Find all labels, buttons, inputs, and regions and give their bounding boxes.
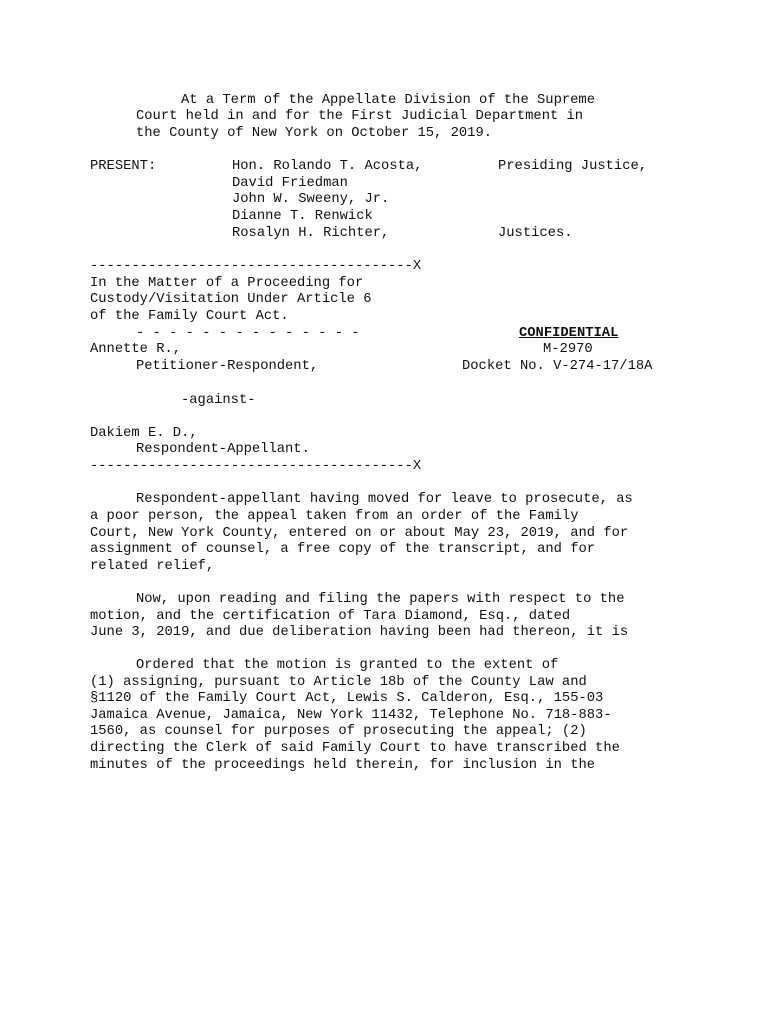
term-line-2: Court held in and for the First Judicial Department in [136, 109, 584, 124]
justices-title: Justices. [498, 226, 573, 241]
body-line: directing the Clerk of said Family Court to have transcribed the [90, 741, 620, 756]
body-line: §1120 of the Family Court Act, Lewis S. Calderon, Esq., 155-03 [90, 691, 604, 706]
respondent-role: Respondent-Appellant. [136, 442, 310, 457]
presiding-justice-title: Presiding Justice, [498, 159, 648, 174]
body-line: 1560, as counsel for purposes of prosecuting the appeal; (2) [90, 724, 587, 739]
matter-line-1: In the Matter of a Proceeding for [90, 276, 364, 291]
matter-line-2: Custody/Visitation Under Article 6 [90, 292, 372, 307]
justice-name: Rosalyn H. Richter, [232, 226, 390, 241]
confidential-label: CONFIDENTIAL [519, 326, 619, 341]
body-line: related relief, [90, 559, 215, 574]
against-label: -against- [181, 393, 256, 408]
body-line: minutes of the proceedings held therein, for inclusion in the [90, 758, 596, 773]
petitioner-name: Annette R., [90, 342, 182, 357]
body-line: (1) assigning, pursuant to Article 18b of the County Law and [90, 675, 587, 690]
body-line: Now, upon reading and filing the papers with respect to the [136, 592, 625, 607]
term-line-1: At a Term of the Appellate Division of the Supreme [181, 93, 595, 108]
body-line: assignment of counsel, a free copy of the transcript, and for [90, 542, 596, 557]
docket-number: Docket No. V-274-17/18A [462, 359, 653, 374]
term-line-3: the County of New York on October 15, 2019. [136, 126, 493, 141]
motion-number: M-2970 [543, 342, 593, 357]
body-line: June 3, 2019, and due deliberation having been had thereon, it is [90, 625, 629, 640]
justice-name: Dianne T. Renwick [232, 209, 373, 224]
petitioner-role: Petitioner-Respondent, [136, 359, 319, 374]
body-line: motion, and the certification of Tara Diamond, Esq., dated [90, 609, 571, 624]
matter-line-3: of the Family Court Act. [90, 309, 289, 324]
justice-name: David Friedman [232, 176, 348, 191]
case-divider-top: ---------------------------------------X [90, 259, 422, 274]
body-line: a poor person, the appeal taken from an order of the Family [90, 509, 579, 524]
respondent-name: Dakiem E. D., [90, 426, 198, 441]
justice-name: John W. Sweeny, Jr. [232, 192, 390, 207]
justice-name: Hon. Rolando T. Acosta, [232, 159, 423, 174]
body-line: Court, New York County, entered on or about May 23, 2019, and for [90, 526, 629, 541]
present-label: PRESENT: [90, 159, 157, 174]
body-line: Jamaica Avenue, Jamaica, New York 11432, Telephone No. 718-883- [90, 708, 612, 723]
body-line: Respondent-appellant having moved for leave to prosecute, as [136, 492, 633, 507]
case-separator: - - - - - - - - - - - - - - [136, 326, 360, 341]
case-divider-bottom: ---------------------------------------X [90, 459, 422, 474]
body-line: Ordered that the motion is granted to the extent of [136, 658, 559, 673]
